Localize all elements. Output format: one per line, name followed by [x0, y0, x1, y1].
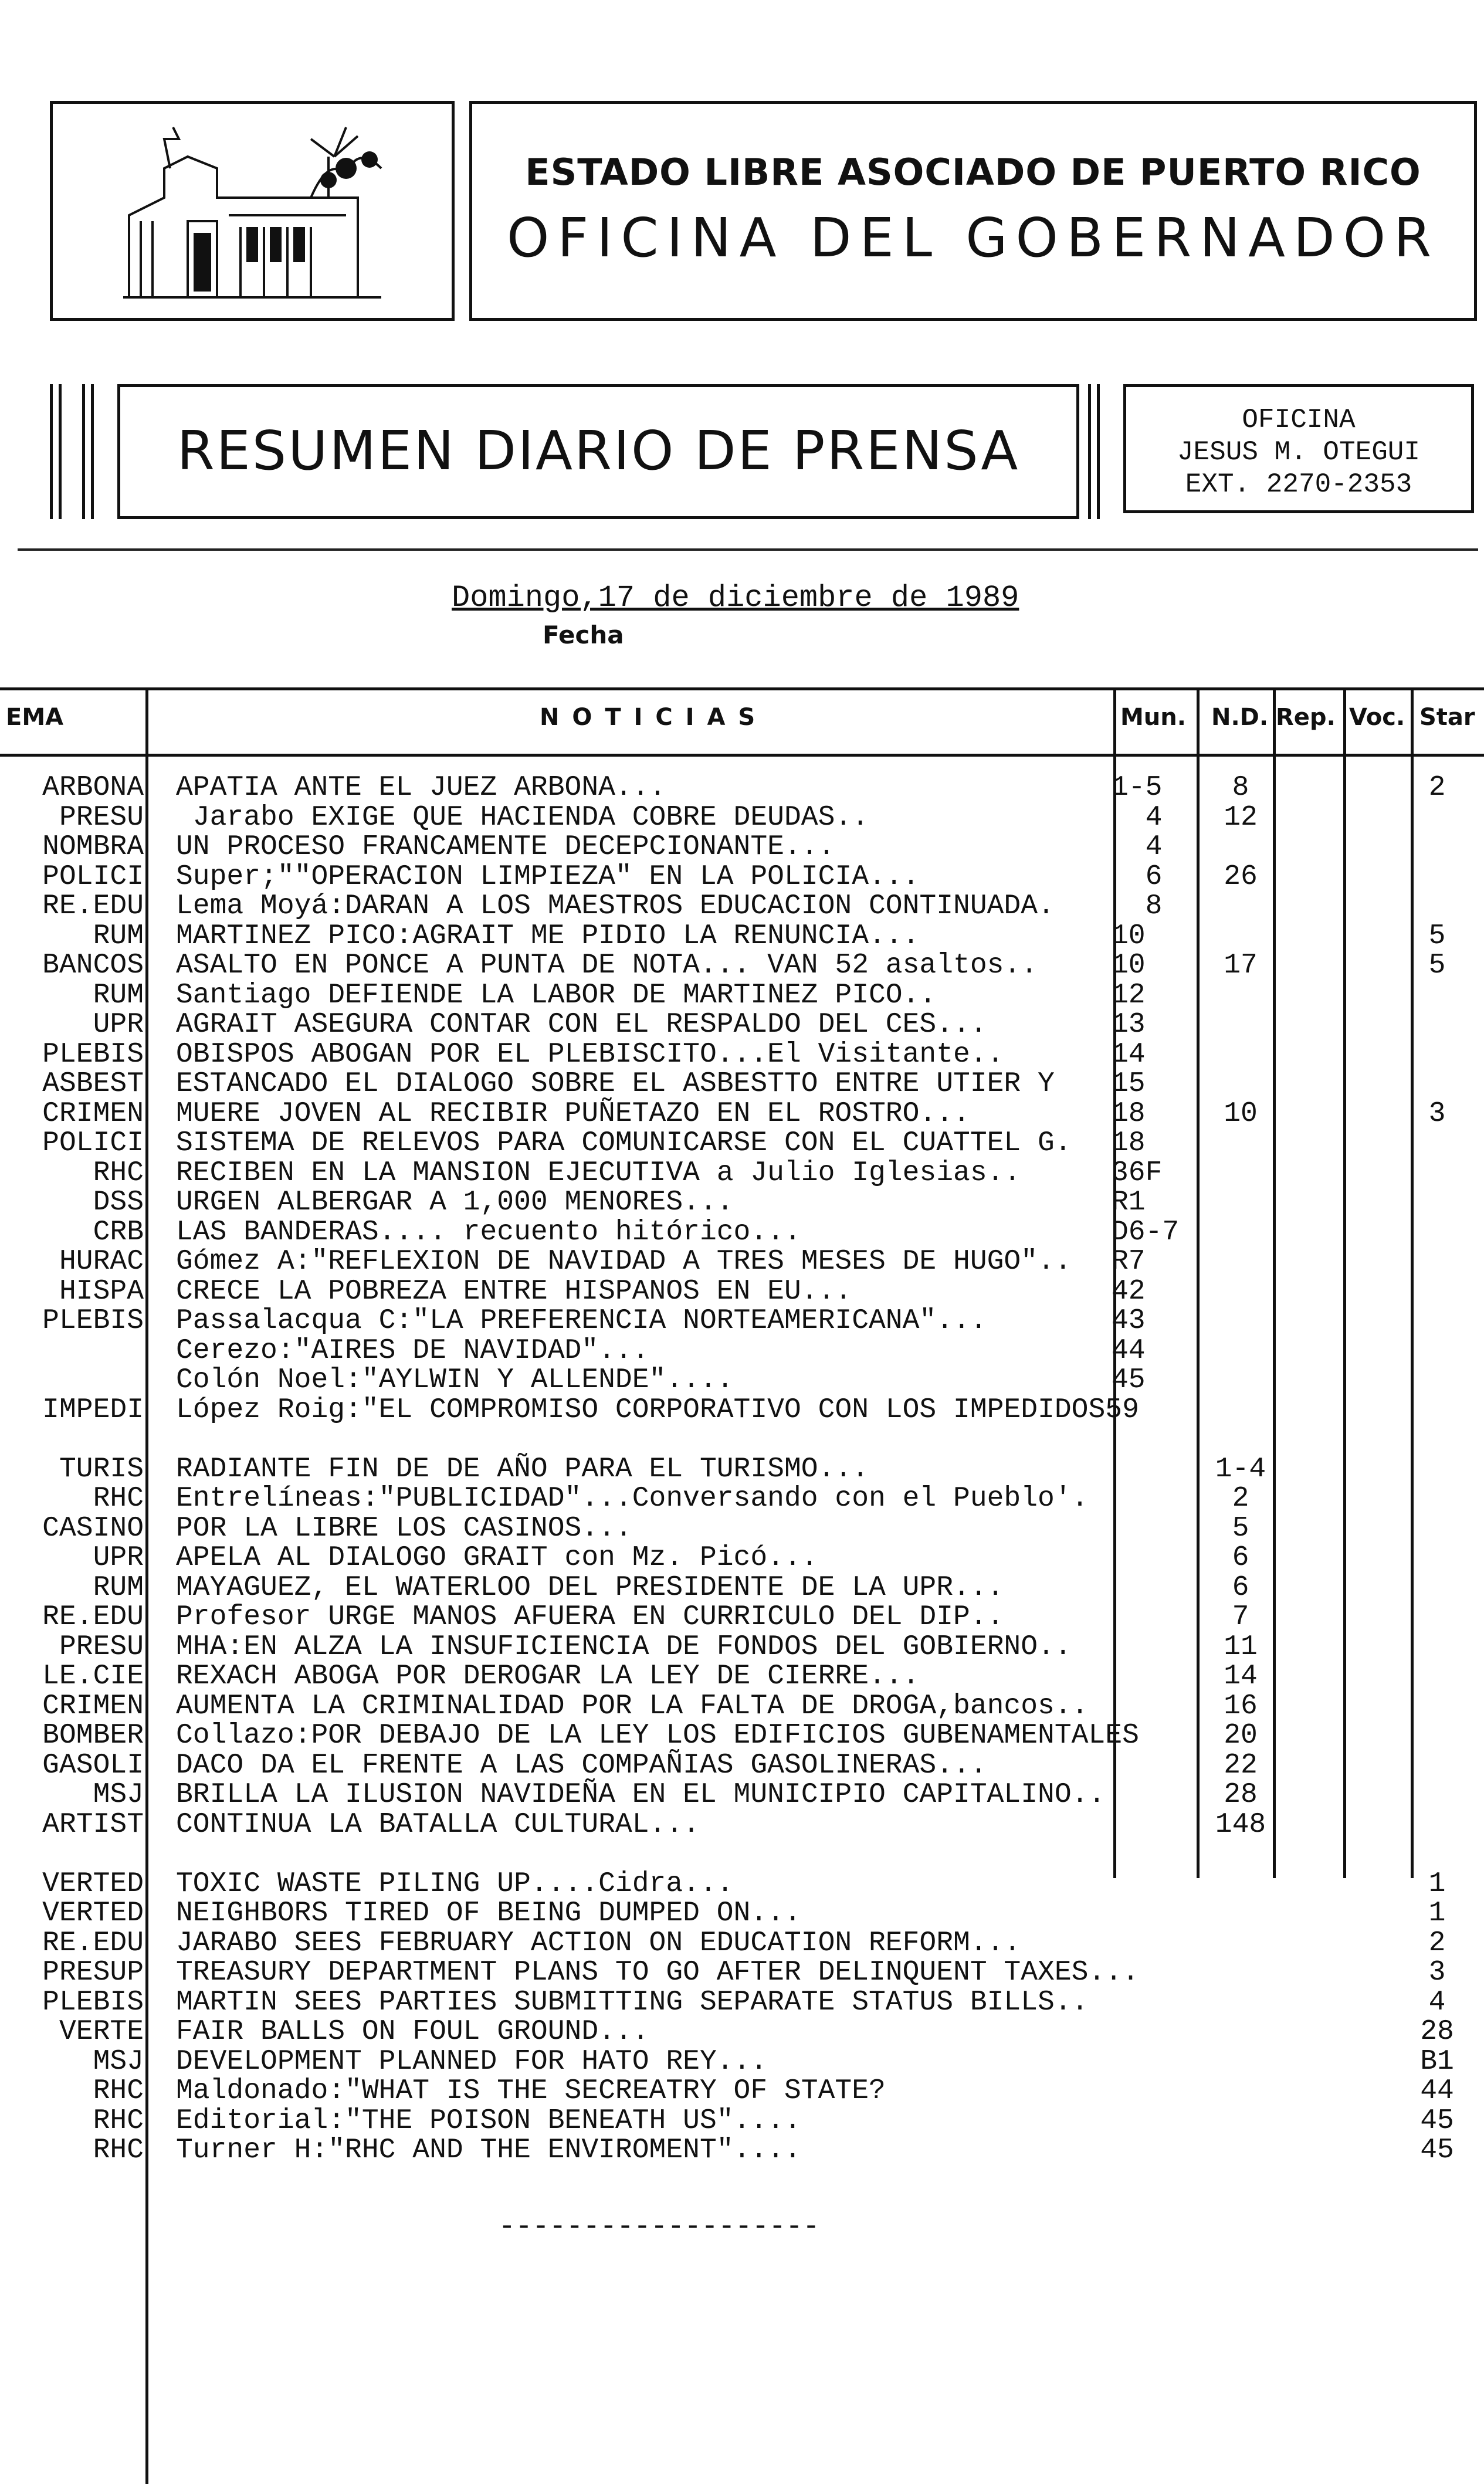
row-star: 5: [1428, 920, 1446, 952]
fortaleza-illustration-icon: [53, 104, 452, 318]
row-nd: 8: [1232, 772, 1249, 804]
row-nd: 10: [1224, 1097, 1258, 1130]
col-divider-star: [1411, 687, 1414, 1878]
row-noticia: Maldonado:"WHAT IS THE SECREATRY OF STATE?: [176, 2075, 886, 2107]
row-tema: LE.CIE: [42, 1660, 144, 1692]
row-noticia: CONTINUA LA BATALLA CULTURAL...: [176, 1808, 700, 1841]
row-star: 1: [1428, 1897, 1446, 1929]
row-nd: 6: [1232, 1571, 1249, 1604]
row-tema: BANCOS: [42, 950, 144, 981]
row-tema: POLICI: [42, 1127, 144, 1159]
row-tema: PLEBIS: [42, 1986, 144, 2018]
row-noticia: ESTANCADO EL DIALOGO SOBRE EL ASBESTTO ENTRE UTIER Y: [176, 1068, 1055, 1100]
row-nd: 17: [1224, 950, 1258, 981]
row-tema: RUM: [93, 920, 144, 952]
row-noticia: MAYAGUEZ, EL WATERLOO DEL PRESIDENTE DE LA UPR...: [176, 1571, 1004, 1604]
row-tema: RUM: [93, 1571, 144, 1604]
row-mun: 42: [1112, 1275, 1146, 1307]
row-nd: 14: [1224, 1660, 1258, 1692]
row-tema: CRIMEN: [42, 1690, 144, 1722]
row-tema: POLICI: [42, 860, 144, 893]
row-mun: 12: [1112, 979, 1146, 1011]
col-divider-tema: [145, 687, 148, 2484]
office-line-1: OFICINA: [1242, 405, 1356, 435]
row-nd: 26: [1224, 860, 1258, 893]
row-tema: MSJ: [93, 1779, 144, 1811]
row-noticia: Lema Moyá:DARAN A LOS MAESTROS EDUCACION CONTINUADA.: [176, 890, 1055, 922]
row-star: B1: [1420, 2045, 1454, 2078]
col-header-noticias: N O T I C I A S: [540, 704, 758, 731]
col-header-nd: N.D.: [1211, 704, 1269, 731]
row-nd: 1-4: [1215, 1453, 1266, 1485]
row-mun: 44: [1112, 1334, 1146, 1367]
row-noticia: Santiago DEFIENDE LA LABOR DE MARTINEZ PICO..: [176, 979, 937, 1011]
row-tema: RE.EDU: [42, 1601, 144, 1633]
resumen-box: [117, 384, 1079, 519]
row-nd: 28: [1224, 1779, 1258, 1811]
row-tema: VERTED: [42, 1897, 144, 1929]
row-tema: ASBEST: [42, 1068, 144, 1100]
row-tema: ARTIST: [42, 1808, 144, 1841]
row-noticia: UN PROCESO FRANCAMENTE DECEPCIONANTE...: [176, 831, 835, 863]
row-nd: 7: [1232, 1601, 1249, 1633]
office-line-2: JESUS M. OTEGUI: [1177, 437, 1421, 467]
row-noticia: Turner H:"RHC AND THE ENVIROMENT"....: [176, 2134, 801, 2166]
row-tema: BOMBER: [42, 1720, 144, 1751]
row-mun: 15: [1112, 1068, 1146, 1100]
row-noticia: LAS BANDERAS.... recuento hitórico...: [176, 1216, 801, 1248]
row-tema: RHC: [93, 2075, 144, 2107]
row-noticia: Passalacqua C:"LA PREFERENCIA NORTEAMERICANA"...: [176, 1305, 987, 1337]
row-nd: 148: [1215, 1808, 1266, 1841]
row-noticia: TREASURY DEPARTMENT PLANS TO GO AFTER DELINQUENT TAXES...: [176, 1957, 1139, 1988]
row-noticia: NEIGHBORS TIRED OF BEING DUMPED ON...: [176, 1897, 801, 1929]
row-tema: VERTED: [42, 1868, 144, 1900]
row-noticia: Editorial:"THE POISON BENEATH US"....: [176, 2105, 801, 2137]
col-header-star: Star: [1419, 704, 1475, 731]
row-noticia: AUMENTA LA CRIMINALIDAD POR LA FALTA DE DROGA,bancos..: [176, 1690, 1089, 1722]
row-noticia: DACO DA EL FRENTE A LAS COMPAÑIAS GASOLINERAS...: [176, 1749, 987, 1781]
row-star: 45: [1420, 2134, 1454, 2166]
row-noticia: MARTIN SEES PARTIES SUBMITTING SEPARATE STATUS BILLS..: [176, 1986, 1089, 2018]
col-header-voc: Voc.: [1349, 704, 1405, 731]
row-nd: 22: [1224, 1749, 1258, 1781]
row-mun: 18: [1112, 1127, 1146, 1159]
row-noticia: OBISPOS ABOGAN POR EL PLEBISCITO...El Visitante..: [176, 1038, 1004, 1070]
table-header-top-rule: [0, 687, 1484, 690]
header-line2: OFICINA DEL GOBERNADOR: [506, 206, 1440, 269]
end-marker: -------------------: [499, 2211, 820, 2243]
row-nd: 20: [1224, 1720, 1258, 1751]
row-mun: 6: [1112, 860, 1163, 893]
row-mun: 8: [1112, 890, 1163, 922]
col-divider-voc: [1343, 687, 1346, 1878]
row-noticia: POR LA LIBRE LOS CASINOS...: [176, 1512, 632, 1544]
row-tema: CRB: [93, 1216, 144, 1248]
col-header-mun: Mun.: [1120, 704, 1186, 731]
office-line-3: EXT. 2270-2353: [1185, 469, 1412, 500]
row-noticia: RADIANTE FIN DE DE AÑO PARA EL TURISMO...: [176, 1453, 869, 1485]
title-box: [469, 101, 1477, 321]
row-star: 5: [1428, 950, 1446, 981]
row-star: 3: [1428, 1957, 1446, 1988]
row-mun: 4: [1112, 831, 1163, 863]
row-noticia: DEVELOPMENT PLANNED FOR HATO REY...: [176, 2045, 768, 2078]
row-mun: 1-5: [1112, 772, 1163, 804]
row-star: 3: [1428, 1097, 1446, 1130]
row-tema: CASINO: [42, 1512, 144, 1544]
row-mun: 36F: [1112, 1157, 1163, 1189]
row-noticia: JARABO SEES FEBRUARY ACTION ON EDUCATION REFORM...: [176, 1927, 1021, 1959]
row-star: 1: [1428, 1868, 1446, 1900]
row-noticia: APATIA ANTE EL JUEZ ARBONA...: [176, 772, 666, 804]
row-noticia: Super;""OPERACION LIMPIEZA" EN LA POLICIA...: [176, 860, 920, 893]
row-noticia: López Roig:"EL COMPROMISO CORPORATIVO CON LOS IMPEDIDOS59: [176, 1394, 1139, 1426]
row-nd: 12: [1224, 801, 1258, 833]
row-noticia: TOXIC WASTE PILING UP....Cidra...: [176, 1868, 734, 1900]
row-noticia: FAIR BALLS ON FOUL GROUND...: [176, 2016, 649, 2048]
row-mun: 4: [1112, 801, 1163, 833]
col-divider-nd: [1197, 687, 1200, 1878]
row-mun: R1: [1112, 1187, 1146, 1218]
row-tema: RHC: [93, 1157, 144, 1189]
row-mun: 13: [1112, 1009, 1146, 1041]
banner-left-bars-2: [82, 384, 94, 519]
row-tema: VERTE: [59, 2016, 144, 2048]
table-header-bottom-rule: [0, 754, 1484, 757]
row-noticia: Entrelíneas:"PUBLICIDAD"...Conversando con el Pueblo'.: [176, 1483, 1089, 1514]
row-star: 2: [1428, 772, 1446, 804]
row-star: 2: [1428, 1927, 1446, 1959]
row-tema: RE.EDU: [42, 890, 144, 922]
row-mun: 10: [1112, 950, 1146, 981]
row-tema: UPR: [93, 1009, 144, 1041]
row-noticia: ASALTO EN PONCE A PUNTA DE NOTA... VAN 52 asaltos..: [176, 950, 1038, 981]
office-box: [1123, 384, 1474, 513]
row-star: 4: [1428, 1986, 1446, 2018]
col-header-rep: Rep.: [1276, 704, 1336, 731]
banner-right-bars: [1088, 384, 1100, 519]
row-tema: RHC: [93, 1483, 144, 1514]
row-mun: D6-7: [1112, 1216, 1180, 1248]
row-noticia: CRECE LA POBREZA ENTRE HISPANOS EN EU...: [176, 1275, 852, 1307]
row-tema: PRESU: [59, 1631, 144, 1663]
row-nd: 16: [1224, 1690, 1258, 1722]
row-tema: CRIMEN: [42, 1097, 144, 1130]
row-tema: PRESU: [59, 801, 144, 833]
row-tema: MSJ: [93, 2045, 144, 2078]
row-noticia: SISTEMA DE RELEVOS PARA COMUNICARSE CON EL CUATTEL G.: [176, 1127, 1072, 1159]
row-tema: IMPEDI: [42, 1394, 144, 1426]
row-tema: RHC: [93, 2105, 144, 2137]
row-nd: 2: [1232, 1483, 1249, 1514]
row-tema: RUM: [93, 979, 144, 1011]
row-tema: RHC: [93, 2134, 144, 2166]
row-noticia: MARTINEZ PICO:AGRAIT ME PIDIO LA RENUNCIA...: [176, 920, 920, 952]
row-noticia: URGEN ALBERGAR A 1,000 MENORES...: [176, 1187, 734, 1218]
row-tema: ARBONA: [42, 772, 144, 804]
header-line1: ESTADO LIBRE ASOCIADO DE PUERTO RICO: [525, 151, 1421, 194]
resumen-title: RESUMEN DIARIO DE PRENSA: [177, 419, 1020, 482]
row-nd: 5: [1232, 1512, 1249, 1544]
row-mun: 10: [1112, 920, 1146, 952]
row-noticia: Colón Noel:"AYLWIN Y ALLENDE"....: [176, 1364, 734, 1396]
row-star: 28: [1420, 2016, 1454, 2048]
row-tema: PLEBIS: [42, 1038, 144, 1070]
row-tema: HISPA: [59, 1275, 144, 1307]
row-mun: 45: [1112, 1364, 1146, 1396]
row-mun: 14: [1112, 1038, 1146, 1070]
row-nd: 11: [1224, 1631, 1258, 1663]
row-tema: RE.EDU: [42, 1927, 144, 1959]
row-mun: 43: [1112, 1305, 1146, 1337]
row-tema: TURIS: [59, 1453, 144, 1485]
row-noticia: REXACH ABOGA POR DEROGAR LA LEY DE CIERRE...: [176, 1660, 920, 1692]
logo-box: [50, 101, 455, 321]
row-noticia: AGRAIT ASEGURA CONTAR CON EL RESPALDO DEL CES...: [176, 1009, 987, 1041]
row-tema: DSS: [93, 1187, 144, 1218]
row-mun: 18: [1112, 1097, 1146, 1130]
row-noticia: Profesor URGE MANOS AFUERA EN CURRICULO DEL DIP..: [176, 1601, 1004, 1633]
date-label: Fecha: [543, 621, 624, 649]
row-tema: HURAC: [59, 1246, 144, 1277]
row-tema: GASOLI: [42, 1749, 144, 1781]
row-noticia: Cerezo:"AIRES DE NAVIDAD"...: [176, 1334, 649, 1367]
row-tema: PRESUP: [42, 1957, 144, 1988]
row-tema: UPR: [93, 1542, 144, 1574]
row-noticia: Gómez A:"REFLEXION DE NAVIDAD A TRES MESES DE HUGO"..: [176, 1246, 1072, 1277]
row-noticia: APELA AL DIALOGO GRAIT con Mz. Picó...: [176, 1542, 818, 1574]
row-nd: 6: [1232, 1542, 1249, 1574]
row-noticia: MUERE JOVEN AL RECIBIR PUÑETAZO EN EL ROSTRO...: [176, 1097, 970, 1130]
col-header-tema: EMA: [6, 704, 64, 731]
banner-left-bars: [50, 384, 62, 519]
row-tema: PLEBIS: [42, 1305, 144, 1337]
row-noticia: BRILLA LA ILUSION NAVIDEÑA EN EL MUNICIPIO CAPITALINO..: [176, 1779, 1106, 1811]
row-mun: R7: [1112, 1246, 1146, 1277]
row-noticia: RECIBEN EN LA MANSION EJECUTIVA a Julio Iglesias..: [176, 1157, 1021, 1189]
row-noticia: MHA:EN ALZA LA INSUFICIENCIA DE FONDOS DEL GOBIERNO..: [176, 1631, 1072, 1663]
date-value: Domingo,17 de diciembre de 1989: [452, 581, 1019, 615]
row-star: 45: [1420, 2105, 1454, 2137]
row-tema: NOMBRA: [42, 831, 144, 863]
header-rule: [18, 548, 1478, 551]
row-noticia: Jarabo EXIGE QUE HACIENDA COBRE DEUDAS..: [176, 801, 869, 833]
row-star: 44: [1420, 2075, 1454, 2107]
row-noticia: Collazo:POR DEBAJO DE LA LEY LOS EDIFICIOS GUBENAMENTALES: [176, 1720, 1139, 1751]
